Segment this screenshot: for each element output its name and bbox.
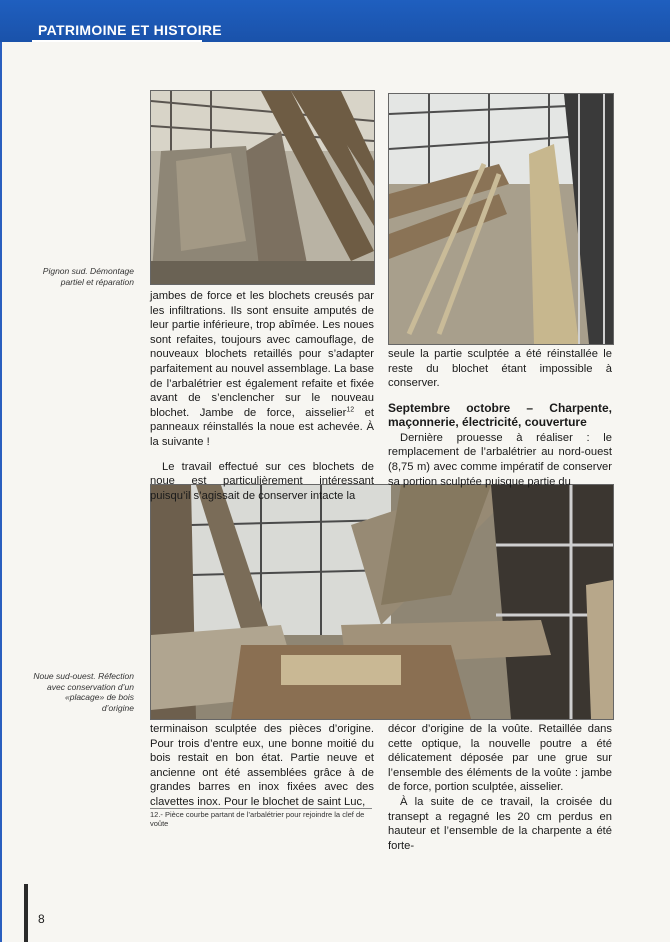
- right-paragraph-1: seule la partie sculptée a été réinstallée le reste du blochet étant impossible à conserver.: [388, 348, 612, 390]
- left-paragraph-2: Le travail effectué sur ces blochets de noue est particulièrement intéressant puisqu’il s’agissait de conserver intacte la: [150, 460, 374, 502]
- photo-pignon-sud: [150, 90, 375, 285]
- photo-charpente-echafaudage: [388, 93, 614, 345]
- right-paragraph-2: Dernière prouesse à réaliser : le remplacement de l’arbalétrier au nord-ouest (8,75 m) avec comme impératif de conserver sa portion sculptée puisque partie du: [388, 431, 612, 488]
- section-heading: Septembre octobre – Charpente, maçonnerie, électricité, couverture: [388, 400, 612, 429]
- page-number: 8: [38, 912, 45, 926]
- left-column-lower: [150, 722, 374, 810]
- photo-noue-sud-ouest: [150, 484, 614, 720]
- right-paragraph-4: À la suite de ce travail, la croisée du transept a regagné les 20 cm perdus en hauteur et l’ensemble de la charpente a été forte-: [388, 795, 612, 852]
- section-title: PATRIMOINE ET HISTOIRE: [38, 22, 222, 38]
- header-underline: [32, 40, 202, 42]
- caption-bottom-photo: Noue sud-ouest. Réfection avec conservation d’un «placage» de bois d’origine: [33, 671, 134, 713]
- page-edge-marker: [24, 884, 28, 942]
- left-paragraph-1: jambes de force et les blochets creusés par les infiltrations. Ils sont ensuite amputés de leur partie inférieure, trop abîmée. Les noues sont refaites, toujours avec camouflage, de nouveaux blochets retaillés pour s’adapter parfaitement au nouvel assemblage. La base de l’arbalétrier est également refaite et fixée avant de s’enclencher sur le nouveau blochet. Jambe de force, aisselier$^{12}$ et panneaux réinstallés la noue est achevée. À la suivante !: [150, 290, 374, 448]
- left-column-upper: [150, 289, 374, 503]
- right-column-lower: [388, 722, 612, 853]
- caption-top-photo: Pignon sud. Démontage partiel et réparation: [42, 266, 134, 287]
- footnote: 12.- Pièce courbe partant de l’arbalétrier pour rejoindre la clef de voûte: [150, 810, 365, 828]
- left-paragraph-3: terminaison sculptée des pièces d’origine. Pour trois d’entre eux, une bonne moitié du bois restait en bon état. Partie neuve et ancienne ont été assemblées grâce à de grandes barres en inox fixées avec des clavettes inox. Pour le blochet de saint Luc,: [150, 723, 374, 808]
- footnote-rule: [150, 808, 372, 809]
- right-column-upper: [388, 347, 612, 489]
- left-margin-rule: [0, 42, 2, 942]
- footnote-ref: 12: [346, 406, 355, 414]
- right-paragraph-3: décor d’origine de la voûte. Retaillée dans cette optique, la nouvelle poutre a été délicatement déposée par une grue sur l’ensemble des éléments de la voûte : jambe de force, portion sculptée, aisselier.: [388, 723, 612, 794]
